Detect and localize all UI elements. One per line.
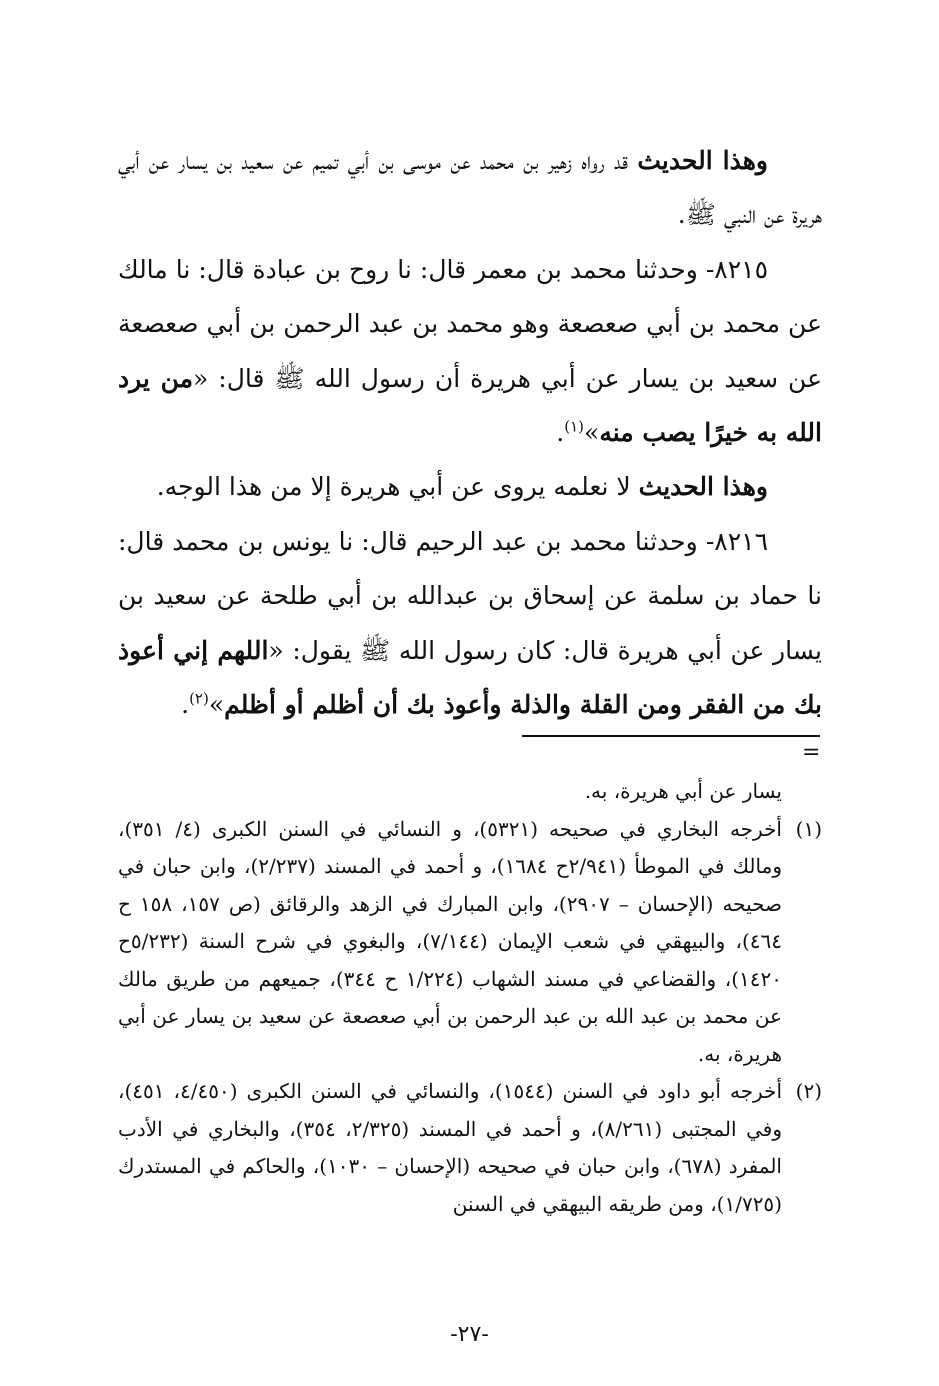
period: .: [181, 690, 190, 720]
footnote-1: [118, 811, 822, 1074]
footnote-text: أخرجه أبو داود في السنن (١٥٤٤)، والنسائي في السنن الكبرى (٤/٤٥٠، ٤٥١)، وفي المجتبى (٨/٢٦١)، و أحمد في المسند (٢/٣٢٥، ٣٥٤)، والبخاري في الأدب المفرد (٦٧٨)، وابن حبان في صحيحه (الإحسان – ١٠٣٠)، والحاكم في المستدرك (١/٧٢٥)، ومن طريقه البيهقي في السنن: [118, 1079, 783, 1216]
footnote-number: (١): [795, 816, 822, 841]
paragraph-text: ٨٢١٥- وحدثنا محمد بن معمر قال: نا روح بن عبادة قال: نا مالك عن محمد بن أبي صعصعة وهو محمد بن عبد الرحمن بن أبي صعصعة عن سعيد بن يسار عن أبي هريرة أن رسول الله ﷺ قال: «: [118, 254, 822, 393]
main-text: [118, 134, 822, 732]
paragraph-3: [118, 460, 822, 514]
lead-phrase: وهذا الحديث: [637, 146, 768, 175]
quote-close: »: [208, 690, 225, 720]
period: .: [556, 418, 565, 448]
lead-phrase: وهذا الحديث: [638, 472, 768, 502]
paragraph-text: قد رواه زهير بن محمد عن موسى بن أبي تميم عن سعيد بن يسار عن أبي هريرة عن النبي ﷺ.: [118, 146, 822, 230]
quote-close: »: [584, 418, 600, 448]
hadith-8216: [118, 515, 822, 733]
footnote-ref-2[interactable]: (٢): [189, 689, 209, 708]
page-number: -٢٧-: [450, 1322, 489, 1347]
hadith-8215: [118, 243, 822, 461]
continuation-mark: =: [802, 740, 821, 765]
paragraph-1: [118, 134, 822, 243]
hadith-quote: اللهم إني أعوذ بك من الفقر ومن القلة والذلة وأعوذ بك أن أظلم أو أظلم: [118, 635, 822, 720]
footnotes: [118, 773, 822, 1223]
footnote-number: (٢): [795, 1079, 822, 1103]
footnote-continuation: يسار عن أبي هريرة، به.: [584, 779, 782, 803]
footnote-2: [118, 1073, 822, 1223]
footnote-divider: [522, 735, 820, 737]
hadith-quote: من يرد الله به خيرًا يصب منه: [118, 363, 822, 448]
paragraph-text: ٨٢١٦- وحدثنا محمد بن عبد الرحيم قال: نا يونس بن محمد قال: نا حماد بن سلمة عن إسحاق بن عبدالله بن أبي طلحة عن سعيد بن يسار عن أبي هريرة قال: كان رسول الله ﷺ يقول: «: [118, 526, 822, 665]
footnote-text: أخرجه البخاري في صحيحه (٥٣٢١)، و النسائي في السنن الكبرى (٤/ ٣٥١)، ومالك في الموطأ (٢/٩٤١ح ١٦٨٤)، و أحمد في المسند (٢/٢٣٧)، وابن حبان في صحيحه (الإحسان – ٢٩٠٧)، وابن المبارك في الزهد والرقائق (ص ١٥٧، ١٥٨ ح ٤٦٤)، والبيهقي في شعب الإيمان (٧/١٤٤)، والبغوي في شرح السنة (٥/٢٣٢ح ١٤٢٠)، والقضاعي في مسند الشهاب (١/٢٢٤ ح ٣٤٤)، جميعهم من طريق مالك عن محمد بن عبد الله بن عبد الرحمن بن أبي صعصعة عن سعيد بن يسار عن أبي هريرة، به.: [118, 816, 783, 1066]
footnote-ref-1[interactable]: (١): [564, 417, 585, 436]
paragraph-text: لا نعلمه يروى عن أبي هريرة إلا من هذا الوجه.: [156, 472, 639, 502]
